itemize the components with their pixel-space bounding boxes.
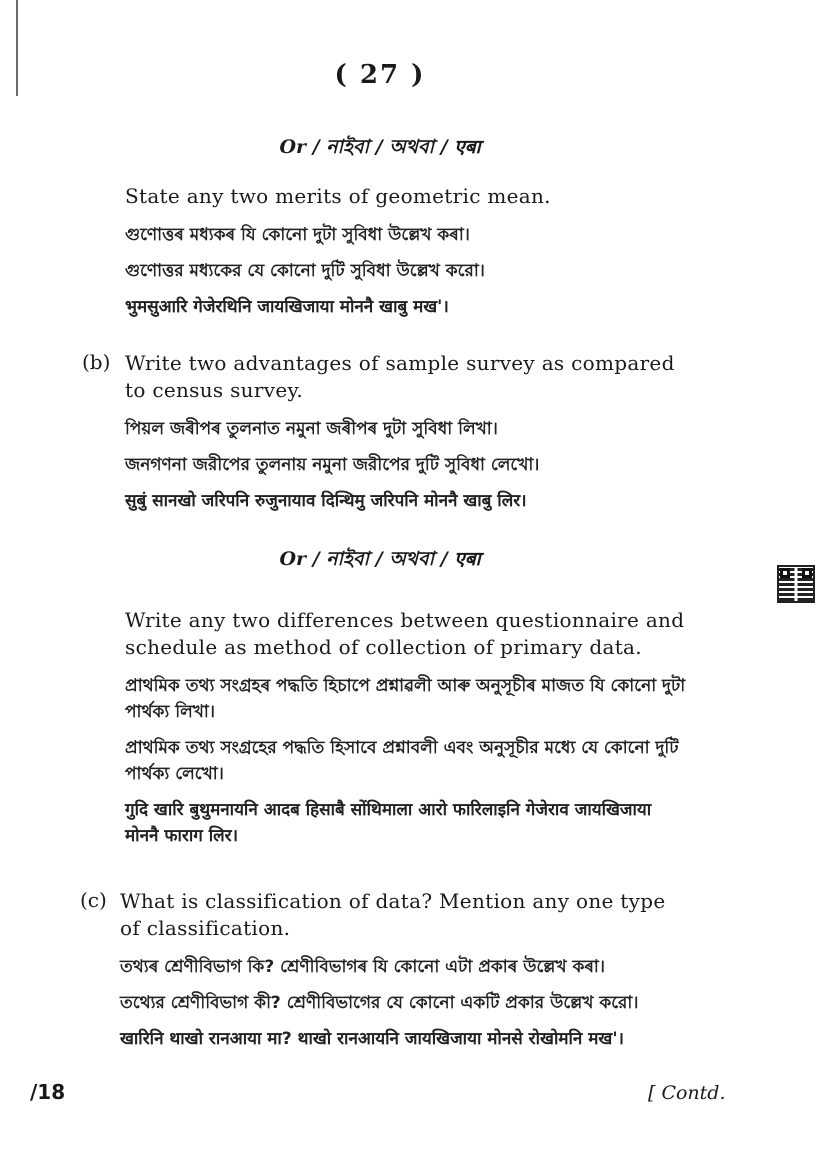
question-c [120, 888, 690, 1062]
qr-code-icon [777, 565, 815, 603]
question-text-bodo: खारिनि थाखो रानआया मा? थाखो रानआयनि जायखिजाया मोनसे रोखोमनि मख'। [120, 1029, 624, 1049]
footer-code: /18 [30, 1080, 66, 1104]
question-text-bodo: भुमसुआरि गेजेरथिनि जायखिजाया मोननै खाबु मख'। [125, 297, 449, 317]
question-text-bodo: गुदि खारि बुथुमनायनि आदब हिसाबै सोंथिमाला आरो फारिलाइनि गेजेराव जायखिजाया मोननै फाराग लिर। [125, 800, 652, 846]
or-separator-2: Or / নাইবা / অথবা / एबा [279, 548, 481, 570]
question-label-c: (c) [80, 888, 107, 912]
question-text-english: What is classification of data? Mention any one type of classification. [120, 889, 666, 940]
question-text-bodo: सुबुं सानखो जरिपनि रुजुनायाव दिन्थिमु जरिपनि मोननै खाबु लिर। [125, 491, 527, 511]
question-b-or [125, 607, 690, 859]
question-text-assamese: তথ্যৰ শ্ৰেণীবিভাগ কি? শ্ৰেণীবিভাগৰ যি কোনো এটা প্ৰকাৰ উল্লেখ কৰা। [120, 957, 605, 977]
question-label-b: (b) [82, 350, 111, 374]
question-text-assamese: পিয়ল জৰীপৰ তুলনাত নমুনা জৰীপৰ দুটা সুবিধা লিখা। [125, 419, 498, 439]
question-text-english: Write any two differences between questionnaire and schedule as method of collection of primary data. [125, 608, 685, 659]
or-separator-1: Or / নাইবা / অথবা / एबा [279, 136, 481, 158]
question-text-assamese: প্ৰাথমিক তথ্য সংগ্ৰহৰ পদ্ধতি হিচাপে প্ৰশ্নাৱলী আৰু অনুসূচীৰ মাজত যি কোনো দুটা পাৰ্থক্য লিখা। [125, 676, 686, 722]
page-number: ( 27 ) [334, 60, 426, 90]
question-text-bengali: গুণোত্তর মধ্যকের যে কোনো দুটি সুবিধা উল্লেখ করো। [125, 261, 485, 281]
question-text-english: Write two advantages of sample survey as compared to census survey. [125, 351, 675, 402]
question-text-bengali: তথ্যের শ্রেণীবিভাগ কী? শ্রেণীবিভাগের যে কোনো একটি প্রকার উল্লেখ করো। [120, 993, 639, 1013]
question-text-bengali: জনগণনা জরীপের তুলনায় নমুনা জরীপের দুটি সুবিধা লেখো। [125, 455, 540, 475]
question-a-or [125, 183, 700, 330]
question-text-english: State any two merits of geometric mean. [125, 184, 551, 208]
question-text-assamese: গুণোত্তৰ মধ্যকৰ যি কোনো দুটা সুবিধা উল্লেখ কৰা। [125, 225, 470, 245]
question-b [125, 350, 700, 524]
question-text-bengali: প্রাথমিক তথ্য সংগ্রহের পদ্ধতি হিসাবে প্রশ্নাবলী এবং অনুসূচীর মধ্যে যে কোনো দুটি পার্থক্য লেখো। [125, 738, 679, 784]
footer-contd: [ Contd. [648, 1082, 726, 1104]
